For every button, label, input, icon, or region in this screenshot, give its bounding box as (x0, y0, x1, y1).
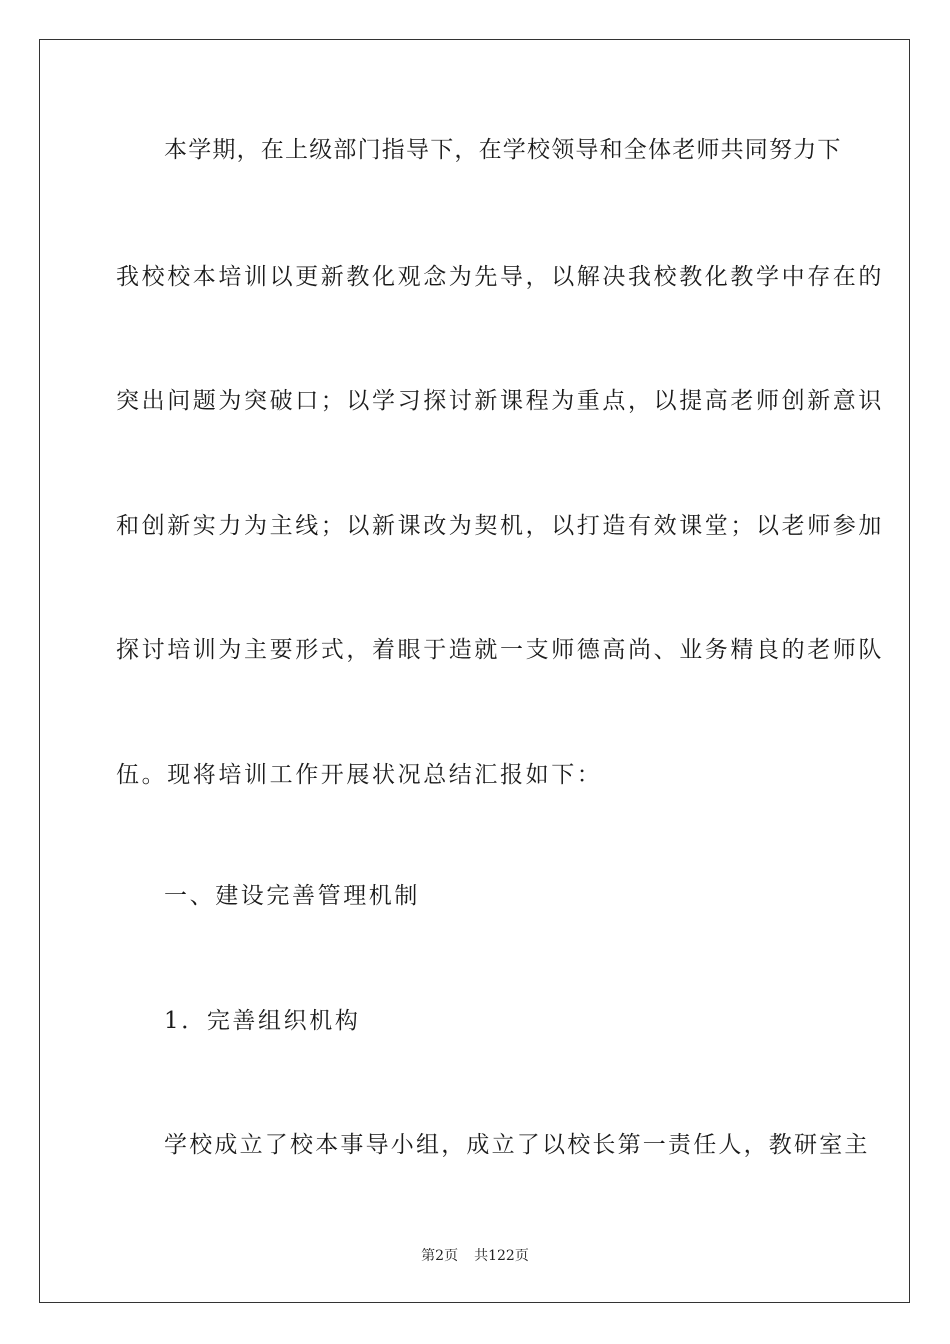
paragraph-line: 探讨培训为主要形式，着眼于造就一支师德高尚、业务精良的老师队 (116, 637, 884, 663)
section-heading: 一、建设完善管理机制 (164, 883, 420, 909)
current-page-number: 第2页 (421, 1248, 459, 1264)
paragraph-line: 和创新实力为主线；以新课改为契机，以打造有效课堂；以老师参加 (116, 513, 884, 539)
paragraph-line: 我校校本培训以更新教化观念为先导，以解决我校教化教学中存在的 (116, 264, 884, 290)
paragraph-line: 学校成立了校本事导小组，成立了以校长第一责任人，教研室主 (164, 1132, 870, 1158)
page-footer (0, 1247, 950, 1265)
page-border (39, 39, 910, 1303)
total-page-count: 共122页 (474, 1248, 529, 1264)
paragraph-line: 本学期，在上级部门指导下，在学校领导和全体老师共同努力下 (164, 137, 842, 163)
subsection-heading: 1．完善组织机构 (164, 1008, 361, 1034)
paragraph-line: 伍。现将培训工作开展状况总结汇报如下： (116, 762, 603, 788)
paragraph-line: 突出问题为突破口；以学习探讨新课程为重点，以提高老师创新意识 (116, 388, 884, 414)
